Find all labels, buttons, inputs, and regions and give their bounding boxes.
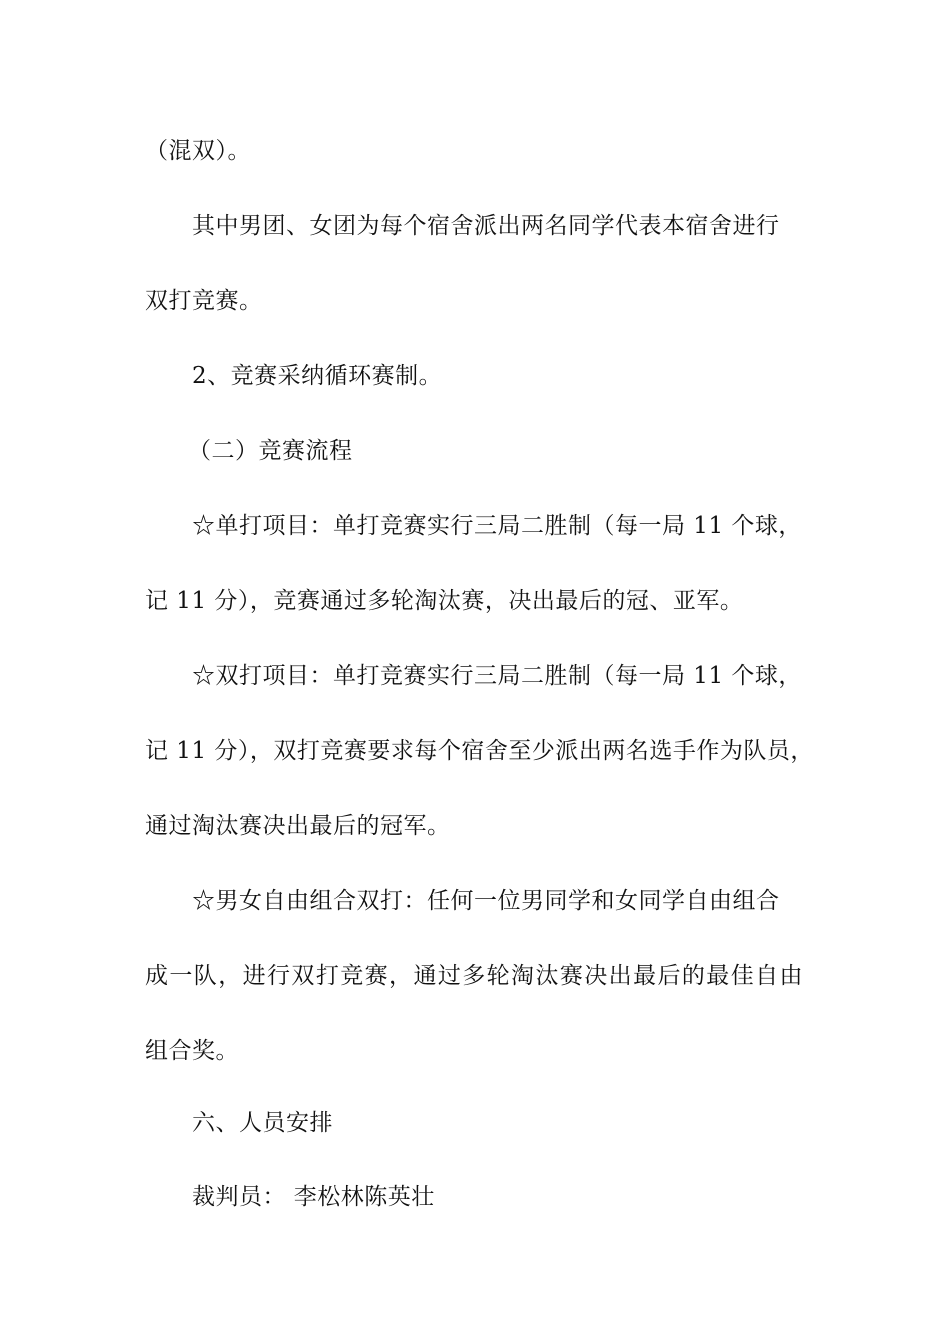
section-heading-competition-process: （二）竞赛流程	[188, 438, 353, 464]
text-line-singles-rule: ☆单打项目：单打竞赛实行三局二胜制（每一局 11 个球，	[192, 513, 802, 539]
text-line-doubles-result: 通过淘汰赛决出最后的冠军。	[145, 813, 451, 839]
text-line-round-robin: 2、竞赛采纳循环赛制。	[192, 363, 443, 389]
text-line-doubles-competition: 双打竞赛。	[145, 288, 263, 314]
text-line-referees: 裁判员： 李松林陈英壮	[192, 1184, 435, 1210]
section-heading-staffing: 六、人员安排	[192, 1110, 333, 1136]
text-line-team-rule: 其中男团、女团为每个宿舍派出两名同学代表本宿舍进行	[192, 213, 780, 239]
text-line-mixed-pair-process: 成一队，进行双打竞赛，通过多轮淘汰赛决出最后的最佳自由	[145, 963, 803, 989]
text-line-mixed-doubles: （混双）。	[145, 138, 251, 164]
text-line-doubles-team: 记 11 分），双打竞赛要求每个宿舍至少派出两名选手作为队员，	[145, 738, 814, 764]
text-line-mixed-pair-award: 组合奖。	[145, 1038, 239, 1064]
text-line-singles-result: 记 11 分），竞赛通过多轮淘汰赛，决出最后的冠、亚军。	[145, 588, 744, 614]
text-line-mixed-pair-rule: ☆男女自由组合双打：任何一位男同学和女同学自由组合	[192, 888, 780, 914]
text-line-doubles-rule: ☆双打项目：单打竞赛实行三局二胜制（每一局 11 个球，	[192, 663, 802, 689]
